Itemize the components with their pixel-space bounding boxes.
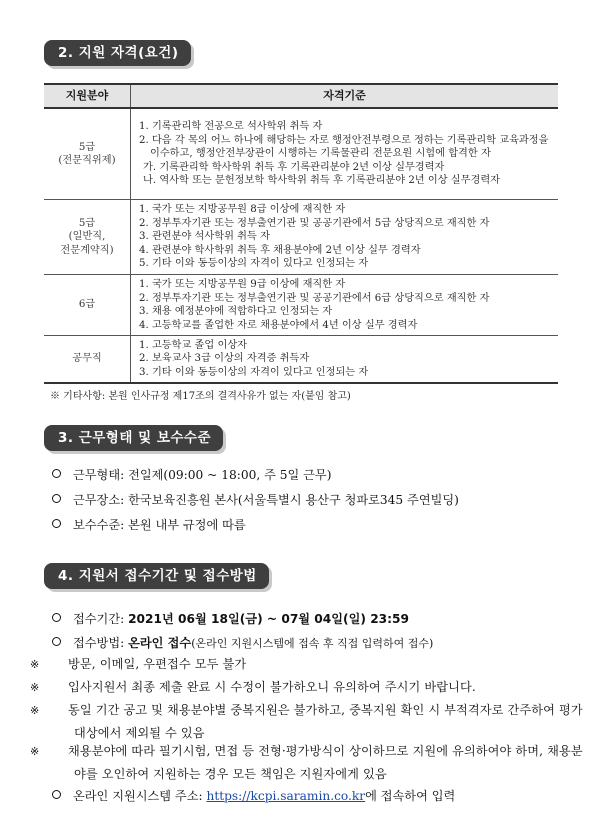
section-2-heading: 2. 지원 자격(요건) bbox=[44, 40, 191, 66]
system-label: 온라인 지원시스템 주소: bbox=[73, 789, 207, 803]
table-row bbox=[44, 200, 558, 275]
table-header-row bbox=[44, 84, 558, 108]
period-item bbox=[52, 610, 409, 627]
criteria-cell bbox=[131, 200, 559, 275]
method-value: 온라인 접수 bbox=[128, 636, 192, 650]
note-text: 동일 기간 공고 및 채용분야별 중복지원은 불가하고, 중복지원 확인 시 부적격자로 간주하여 평가대상에서 제외될 수 있음 bbox=[68, 703, 583, 740]
system-suffix: 에 접속하여 입력 bbox=[365, 789, 456, 803]
criteria-item: 3. 관련분야 석사학위 취득 자 bbox=[139, 231, 270, 243]
criteria-cell bbox=[131, 336, 559, 384]
note-item bbox=[30, 699, 584, 744]
method-label: 접수방법: bbox=[73, 636, 129, 650]
criteria-item: 1. 기록관리학 전공으로 석사학위 취득 자 bbox=[139, 121, 323, 133]
reference-mark-icon: ※ bbox=[30, 745, 40, 758]
note-item bbox=[30, 653, 584, 676]
pay-level-item bbox=[52, 516, 246, 533]
criteria-item: 2. 보육교사 3급 이상의 자격증 취득자 bbox=[139, 353, 310, 365]
column-header-criteria: 자격기준 bbox=[131, 84, 559, 108]
note-text: 입사지원서 최종 제출 완료 시 수정이 불가하오니 유의하여 주시기 바랍니다. bbox=[68, 680, 476, 694]
method-detail: (온라인 지원시스템에 접속 후 직접 입력하여 접수) bbox=[191, 637, 434, 650]
criteria-cell bbox=[131, 275, 559, 336]
criteria-item: 3. 기타 이와 동등이상의 자격이 있다고 인정되는 자 bbox=[139, 366, 369, 378]
field-label: (일반직, bbox=[68, 231, 106, 243]
criteria-subitem: 나. 역사학 또는 문헌정보학 학사학위 취득 후 기록관리분야 2년 이상 실무경력자 bbox=[143, 175, 501, 187]
work-place-item bbox=[52, 491, 459, 508]
field-cell bbox=[44, 275, 131, 336]
qualification-table bbox=[44, 83, 558, 384]
criteria-item: 5. 기타 이와 동등이상의 자격이 있다고 인정되는 자 bbox=[139, 258, 369, 270]
field-label: 5급 bbox=[78, 141, 96, 153]
field-label: (전문직위제) bbox=[58, 155, 116, 166]
field-label: 5급 bbox=[78, 217, 96, 229]
method-item bbox=[52, 634, 433, 651]
circle-bullet-icon bbox=[52, 637, 61, 646]
table-row bbox=[44, 336, 558, 384]
reference-mark-icon: ※ bbox=[30, 704, 40, 717]
field-cell bbox=[44, 200, 131, 275]
criteria-item: 2. 정부투자기관 또는 정부출연기관 및 공공기관에서 6급 상당직으로 재직한 자 bbox=[139, 292, 490, 304]
criteria-item: 1. 국가 또는 지방공무원 9급 이상에 재직한 자 bbox=[139, 279, 346, 290]
column-header-field: 지원분야 bbox=[44, 84, 131, 108]
circle-bullet-icon bbox=[52, 519, 61, 528]
criteria-item: 4. 고등학교를 졸업한 자로 채용분야에서 4년 이상 실무 경력자 bbox=[139, 319, 418, 331]
field-cell bbox=[44, 108, 131, 200]
note-text: 채용분야에 따라 필기시험, 면접 등 전형·평가방식이 상이하므로 지원에 유의하여야 하며, 채용분야를 오인하여 지원하는 경우 모든 책임은 지원자에게 있음 bbox=[68, 744, 583, 781]
note-text: 방문, 이메일, 우편접수 모두 불가 bbox=[68, 657, 247, 671]
criteria-item: 1. 국가 또는 지방공무원 8급 이상에 재직한 자 bbox=[139, 204, 346, 216]
field-label: 전문계약직) bbox=[60, 244, 114, 256]
table-row bbox=[44, 275, 558, 336]
note-item bbox=[30, 740, 584, 785]
table-footnote: ※ 기타사항: 본원 인사규정 제17조의 결격사유가 없는 자(붙임 참고) bbox=[50, 391, 351, 402]
work-type-item bbox=[52, 466, 331, 483]
work-place-text: 근무장소: 한국보육진흥원 본사(서울특별시 용산구 청파로345 주연빌딩) bbox=[73, 493, 459, 507]
circle-bullet-icon bbox=[52, 790, 61, 799]
circle-bullet-icon bbox=[52, 613, 61, 622]
field-cell bbox=[44, 336, 131, 384]
criteria-item: 3. 채용 예정분야에 적합하다고 인정되는 자 bbox=[139, 306, 333, 317]
reference-mark-icon: ※ bbox=[30, 681, 40, 694]
field-label: 공무직 bbox=[72, 353, 102, 365]
system-item bbox=[52, 787, 455, 804]
system-url-link[interactable]: https://kcpi.saramin.co.kr bbox=[206, 789, 366, 803]
criteria-item: 2. 다음 각 목의 어느 하나에 해당하는 자로 행정안전부령으로 정하는 기록관리학 교육과정을 이수하고, 행정안전부장관이 시행하는 기록물관리 전문요원 시험에 합격한 자 bbox=[139, 134, 549, 160]
circle-bullet-icon bbox=[52, 494, 61, 503]
criteria-item: 2. 정부투자기관 또는 정부출연기관 및 공공기관에서 5급 상당직으로 재직한 자 bbox=[139, 217, 490, 229]
period-value: 2021년 06월 18일(금) ~ 07월 04일(일) 23:59 bbox=[128, 612, 409, 626]
reference-mark-icon: ※ bbox=[30, 658, 40, 671]
note-item bbox=[30, 676, 584, 699]
work-type-text: 근무형태: 전일제(09:00 ~ 18:00, 주 5일 근무) bbox=[73, 468, 332, 482]
section-4-heading: 4. 지원서 접수기간 및 접수방법 bbox=[44, 563, 269, 589]
criteria-subitem: 가. 기록관리학 학사학위 취득 후 기록관리분야 2년 이상 실무경력자 bbox=[143, 161, 445, 173]
period-label: 접수기간: bbox=[73, 612, 129, 626]
criteria-item: 1. 고등학교 졸업 이상자 bbox=[139, 339, 248, 351]
criteria-cell bbox=[131, 108, 559, 200]
circle-bullet-icon bbox=[52, 469, 61, 478]
criteria-item: 4. 관련분야 학사학위 취득 후 채용분야에 2년 이상 실무 경력자 bbox=[139, 244, 421, 256]
field-label: 6급 bbox=[78, 299, 96, 311]
pay-level-text: 보수수준: 본원 내부 규정에 따름 bbox=[73, 518, 246, 532]
table-row bbox=[44, 108, 558, 200]
section-3-heading: 3. 근무형태 및 보수수준 bbox=[44, 425, 223, 451]
